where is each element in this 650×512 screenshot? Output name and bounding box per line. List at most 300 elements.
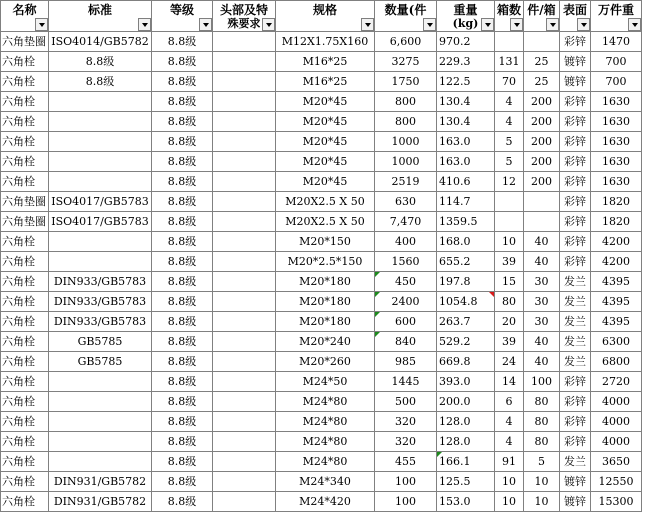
cell-per-box[interactable]: 10: [524, 472, 560, 492]
cell-wan-weight[interactable]: 3650: [591, 452, 642, 472]
cell-boxes[interactable]: 14: [495, 372, 524, 392]
cell-wan-weight[interactable]: 4200: [591, 232, 642, 252]
cell-grade[interactable]: 8.8级: [152, 252, 213, 272]
cell-standard[interactable]: [49, 112, 152, 132]
cell-spec[interactable]: M16*25: [276, 72, 375, 92]
cell-grade[interactable]: 8.8级: [152, 52, 213, 72]
cell-standard[interactable]: ISO4017/GB5783: [49, 192, 152, 212]
table-body: [1, 32, 642, 512]
cell-qty[interactable]: 2519: [375, 172, 437, 192]
cell-qty[interactable]: 450: [375, 272, 437, 292]
filter-dropdown-icon[interactable]: [628, 18, 641, 31]
cell-per-box[interactable]: 30: [524, 312, 560, 332]
header-standard: 标准: [49, 1, 152, 32]
cell-head-special[interactable]: [213, 32, 276, 52]
cell-boxes[interactable]: [495, 32, 524, 52]
cell-name[interactable]: 六角栓: [1, 392, 49, 412]
cell-name[interactable]: 六角栓: [1, 292, 49, 312]
cell-surface[interactable]: 镀锌: [560, 492, 591, 512]
cell-grade[interactable]: 8.8级: [152, 232, 213, 252]
table-row: [1, 272, 642, 292]
cell-surface[interactable]: 发兰: [560, 312, 591, 332]
cell-qty[interactable]: 1000: [375, 132, 437, 152]
cell-wan-weight[interactable]: 4395: [591, 312, 642, 332]
cell-surface[interactable]: 镀锌: [560, 52, 591, 72]
cell-weight[interactable]: 263.7: [437, 312, 495, 332]
cell-name[interactable]: 六角栓: [1, 152, 49, 172]
cell-standard[interactable]: [49, 232, 152, 252]
cell-qty[interactable]: 1000: [375, 152, 437, 172]
cell-standard[interactable]: ISO4014/GB5782: [49, 32, 152, 52]
cell-name[interactable]: 六角栓: [1, 232, 49, 252]
cell-surface[interactable]: 彩锌: [560, 32, 591, 52]
cell-surface[interactable]: 发兰: [560, 352, 591, 372]
cell-grade[interactable]: 8.8级: [152, 392, 213, 412]
cell-grade[interactable]: 8.8级: [152, 172, 213, 192]
cell-name[interactable]: 六角栓: [1, 332, 49, 352]
cell-qty[interactable]: 500: [375, 392, 437, 412]
cell-per-box[interactable]: 10: [524, 492, 560, 512]
cell-per-box[interactable]: 200: [524, 132, 560, 152]
cell-weight[interactable]: 655.2: [437, 252, 495, 272]
table-row: [1, 452, 642, 472]
cell-grade[interactable]: 8.8级: [152, 452, 213, 472]
filter-dropdown-icon[interactable]: [510, 18, 523, 31]
cell-qty[interactable]: 985: [375, 352, 437, 372]
cell-qty[interactable]: 1560: [375, 252, 437, 272]
cell-grade[interactable]: 8.8级: [152, 352, 213, 372]
cell-grade[interactable]: 8.8级: [152, 372, 213, 392]
filter-dropdown-icon[interactable]: [361, 18, 374, 31]
cell-weight[interactable]: 125.5: [437, 472, 495, 492]
filter-dropdown-icon[interactable]: [577, 18, 590, 31]
cell-surface[interactable]: 彩锌: [560, 152, 591, 172]
cell-standard[interactable]: ISO4017/GB5783: [49, 212, 152, 232]
table-row: [1, 192, 642, 212]
cell-spec[interactable]: M20*150: [276, 232, 375, 252]
cell-per-box[interactable]: 40: [524, 352, 560, 372]
filter-dropdown-icon[interactable]: [546, 18, 559, 31]
cell-name[interactable]: 六角栓: [1, 372, 49, 392]
cell-per-box[interactable]: 100: [524, 372, 560, 392]
cell-weight[interactable]: 410.6: [437, 172, 495, 192]
cell-spec[interactable]: M24*80: [276, 412, 375, 432]
cell-wan-weight[interactable]: 1820: [591, 212, 642, 232]
cell-name[interactable]: 六角栓: [1, 112, 49, 132]
cell-surface[interactable]: 镀锌: [560, 472, 591, 492]
cell-weight[interactable]: 393.0: [437, 372, 495, 392]
cell-standard[interactable]: DIN933/GB5783: [49, 272, 152, 292]
cell-head-special[interactable]: [213, 432, 276, 452]
cell-spec[interactable]: M24*420: [276, 492, 375, 512]
cell-spec[interactable]: M20*240: [276, 332, 375, 352]
cell-spec[interactable]: M24*80: [276, 392, 375, 412]
table-row: [1, 132, 642, 152]
cell-head-special[interactable]: [213, 352, 276, 372]
table-row: [1, 52, 642, 72]
cell-surface[interactable]: 彩锌: [560, 392, 591, 412]
cell-surface[interactable]: 彩锌: [560, 172, 591, 192]
cell-per-box[interactable]: [524, 192, 560, 212]
cell-spec[interactable]: M20*45: [276, 92, 375, 112]
cell-boxes[interactable]: 4: [495, 432, 524, 452]
cell-surface[interactable]: 发兰: [560, 292, 591, 312]
cell-weight[interactable]: 130.4: [437, 92, 495, 112]
cell-name[interactable]: 六角栓: [1, 412, 49, 432]
cell-spec[interactable]: M20X2.5 X 50: [276, 192, 375, 212]
cell-spec[interactable]: M16*25: [276, 52, 375, 72]
cell-name[interactable]: 六角栓: [1, 272, 49, 292]
cell-name[interactable]: 六角栓: [1, 72, 49, 92]
cell-head-special[interactable]: [213, 72, 276, 92]
cell-surface[interactable]: 发兰: [560, 272, 591, 292]
cell-boxes[interactable]: [495, 212, 524, 232]
cell-spec[interactable]: M20*260: [276, 352, 375, 372]
cell-grade[interactable]: 8.8级: [152, 112, 213, 132]
cell-wan-weight[interactable]: 4395: [591, 272, 642, 292]
cell-spec[interactable]: M20*180: [276, 292, 375, 312]
cell-wan-weight[interactable]: 1820: [591, 192, 642, 212]
cell-head-special[interactable]: [213, 312, 276, 332]
cell-wan-weight[interactable]: 1630: [591, 112, 642, 132]
cell-weight[interactable]: 163.0: [437, 152, 495, 172]
cell-standard[interactable]: DIN933/GB5783: [49, 292, 152, 312]
cell-qty[interactable]: 7,470: [375, 212, 437, 232]
cell-grade[interactable]: 8.8级: [152, 312, 213, 332]
cell-wan-weight[interactable]: 4000: [591, 392, 642, 412]
cell-per-box[interactable]: 25: [524, 52, 560, 72]
cell-weight[interactable]: 1054.8: [437, 292, 495, 312]
cell-head-special[interactable]: [213, 112, 276, 132]
table-row: [1, 252, 642, 272]
cell-boxes[interactable]: 10: [495, 232, 524, 252]
cell-qty[interactable]: 840: [375, 332, 437, 352]
cell-spec[interactable]: M20*45: [276, 152, 375, 172]
cell-per-box[interactable]: 80: [524, 432, 560, 452]
cell-wan-weight[interactable]: 4200: [591, 252, 642, 272]
cell-standard[interactable]: DIN931/GB5782: [49, 472, 152, 492]
cell-head-special[interactable]: [213, 492, 276, 512]
cell-standard[interactable]: [49, 252, 152, 272]
cell-standard[interactable]: GB5785: [49, 352, 152, 372]
cell-weight[interactable]: 163.0: [437, 132, 495, 152]
cell-wan-weight[interactable]: 1630: [591, 92, 642, 112]
cell-surface[interactable]: 彩锌: [560, 232, 591, 252]
cell-surface[interactable]: 彩锌: [560, 92, 591, 112]
header-weight: 重量 (kg): [437, 1, 495, 32]
cell-standard[interactable]: [49, 372, 152, 392]
cell-grade[interactable]: 8.8级: [152, 92, 213, 112]
filter-dropdown-icon[interactable]: [138, 18, 151, 31]
cell-grade[interactable]: 8.8级: [152, 132, 213, 152]
cell-standard[interactable]: 8.8级: [49, 72, 152, 92]
cell-wan-weight[interactable]: 1630: [591, 172, 642, 192]
cell-per-box[interactable]: 200: [524, 92, 560, 112]
cell-name[interactable]: 六角垫圈: [1, 32, 49, 52]
cell-surface[interactable]: 发兰: [560, 452, 591, 472]
cell-grade[interactable]: 8.8级: [152, 432, 213, 452]
cell-per-box[interactable]: 40: [524, 332, 560, 352]
table-row: [1, 392, 642, 412]
cell-spec[interactable]: M12X1.75X160: [276, 32, 375, 52]
cell-boxes[interactable]: 24: [495, 352, 524, 372]
cell-wan-weight[interactable]: 6300: [591, 332, 642, 352]
cell-weight[interactable]: 128.0: [437, 432, 495, 452]
cell-grade[interactable]: 8.8级: [152, 212, 213, 232]
cell-head-special[interactable]: [213, 132, 276, 152]
cell-surface[interactable]: 彩锌: [560, 432, 591, 452]
cell-spec[interactable]: M20X2.5 X 50: [276, 212, 375, 232]
cell-spec[interactable]: M24*80: [276, 452, 375, 472]
cell-surface[interactable]: 彩锌: [560, 132, 591, 152]
cell-weight[interactable]: 166.1: [437, 452, 495, 472]
cell-spec[interactable]: M20*45: [276, 112, 375, 132]
cell-name[interactable]: 六角栓: [1, 432, 49, 452]
cell-weight[interactable]: 114.7: [437, 192, 495, 212]
cell-standard[interactable]: GB5785: [49, 332, 152, 352]
filter-dropdown-icon[interactable]: [35, 18, 48, 31]
cell-boxes[interactable]: 10: [495, 492, 524, 512]
cell-per-box[interactable]: 200: [524, 152, 560, 172]
cell-per-box[interactable]: 30: [524, 272, 560, 292]
cell-head-special[interactable]: [213, 272, 276, 292]
cell-spec[interactable]: M24*80: [276, 432, 375, 452]
cell-wan-weight[interactable]: 1630: [591, 132, 642, 152]
cell-head-special[interactable]: [213, 412, 276, 432]
cell-boxes[interactable]: 131: [495, 52, 524, 72]
cell-head-special[interactable]: [213, 252, 276, 272]
cell-surface[interactable]: 彩锌: [560, 112, 591, 132]
cell-head-special[interactable]: [213, 472, 276, 492]
cell-standard[interactable]: [49, 452, 152, 472]
cell-head-special[interactable]: [213, 192, 276, 212]
cell-name[interactable]: 六角栓: [1, 132, 49, 152]
cell-qty[interactable]: 800: [375, 92, 437, 112]
cell-standard[interactable]: [49, 392, 152, 412]
cell-boxes[interactable]: 91: [495, 452, 524, 472]
cell-grade[interactable]: 8.8级: [152, 72, 213, 92]
cell-wan-weight[interactable]: 4395: [591, 292, 642, 312]
cell-standard[interactable]: [49, 132, 152, 152]
table-row: [1, 312, 642, 332]
cell-head-special[interactable]: [213, 212, 276, 232]
cell-standard[interactable]: [49, 172, 152, 192]
cell-per-box[interactable]: 40: [524, 232, 560, 252]
cell-surface[interactable]: 镀锌: [560, 72, 591, 92]
cell-spec[interactable]: M20*45: [276, 132, 375, 152]
table-row: [1, 352, 642, 372]
cell-weight[interactable]: 529.2: [437, 332, 495, 352]
cell-qty[interactable]: 1445: [375, 372, 437, 392]
cell-weight[interactable]: 122.5: [437, 72, 495, 92]
cell-standard[interactable]: [49, 92, 152, 112]
cell-standard[interactable]: [49, 412, 152, 432]
header-per-box: 件/箱: [524, 1, 560, 32]
cell-surface[interactable]: 彩锌: [560, 192, 591, 212]
cell-name[interactable]: 六角栓: [1, 252, 49, 272]
cell-per-box[interactable]: 80: [524, 412, 560, 432]
cell-qty[interactable]: 2400: [375, 292, 437, 312]
cell-boxes[interactable]: 10: [495, 472, 524, 492]
cell-boxes[interactable]: [495, 192, 524, 212]
cell-boxes[interactable]: 20: [495, 312, 524, 332]
cell-standard[interactable]: 8.8级: [49, 52, 152, 72]
cell-spec[interactable]: M24*50: [276, 372, 375, 392]
cell-qty[interactable]: 320: [375, 432, 437, 452]
cell-grade[interactable]: 8.8级: [152, 332, 213, 352]
cell-wan-weight[interactable]: 1630: [591, 152, 642, 172]
table-row: [1, 432, 642, 452]
cell-weight[interactable]: 1359.5: [437, 212, 495, 232]
cell-name[interactable]: 六角栓: [1, 172, 49, 192]
cell-grade[interactable]: 8.8级: [152, 152, 213, 172]
cell-head-special[interactable]: [213, 52, 276, 72]
cell-standard[interactable]: [49, 432, 152, 452]
filter-dropdown-icon[interactable]: [199, 18, 212, 31]
cell-name[interactable]: 六角垫圈: [1, 212, 49, 232]
cell-per-box[interactable]: 30: [524, 292, 560, 312]
cell-wan-weight[interactable]: 12550: [591, 472, 642, 492]
table-row: [1, 472, 642, 492]
cell-qty[interactable]: 1750: [375, 72, 437, 92]
cell-per-box[interactable]: 40: [524, 252, 560, 272]
cell-head-special[interactable]: [213, 172, 276, 192]
cell-wan-weight[interactable]: 2720: [591, 372, 642, 392]
cell-per-box[interactable]: 200: [524, 112, 560, 132]
cell-per-box[interactable]: 80: [524, 392, 560, 412]
cell-surface[interactable]: 发兰: [560, 332, 591, 352]
filter-dropdown-icon[interactable]: [481, 18, 494, 31]
cell-qty[interactable]: 100: [375, 472, 437, 492]
cell-qty[interactable]: 400: [375, 232, 437, 252]
cell-head-special[interactable]: [213, 372, 276, 392]
cell-spec[interactable]: M20*45: [276, 172, 375, 192]
table-row: [1, 412, 642, 432]
cell-grade[interactable]: 8.8级: [152, 32, 213, 52]
cell-weight[interactable]: 153.0: [437, 492, 495, 512]
cell-qty[interactable]: 320: [375, 412, 437, 432]
cell-wan-weight[interactable]: 1470: [591, 32, 642, 52]
cell-grade[interactable]: 8.8级: [152, 492, 213, 512]
table-row: [1, 332, 642, 352]
cell-name[interactable]: 六角栓: [1, 352, 49, 372]
cell-name[interactable]: 六角垫圈: [1, 192, 49, 212]
cell-boxes[interactable]: 5: [495, 132, 524, 152]
cell-grade[interactable]: 8.8级: [152, 192, 213, 212]
cell-head-special[interactable]: [213, 392, 276, 412]
cell-qty[interactable]: 800: [375, 112, 437, 132]
cell-boxes[interactable]: 4: [495, 92, 524, 112]
cell-wan-weight[interactable]: 700: [591, 72, 642, 92]
filter-dropdown-icon[interactable]: [423, 18, 436, 31]
cell-head-special[interactable]: [213, 152, 276, 172]
cell-surface[interactable]: 彩锌: [560, 412, 591, 432]
cell-qty[interactable]: 455: [375, 452, 437, 472]
cell-boxes[interactable]: 4: [495, 112, 524, 132]
cell-surface[interactable]: 彩锌: [560, 252, 591, 272]
cell-weight[interactable]: 669.8: [437, 352, 495, 372]
cell-spec[interactable]: M24*340: [276, 472, 375, 492]
cell-standard[interactable]: DIN933/GB5783: [49, 312, 152, 332]
cell-name[interactable]: 六角栓: [1, 52, 49, 72]
cell-per-box[interactable]: [524, 32, 560, 52]
cell-spec[interactable]: M20*180: [276, 312, 375, 332]
cell-boxes[interactable]: 4: [495, 412, 524, 432]
cell-name[interactable]: 六角栓: [1, 472, 49, 492]
cell-qty[interactable]: 6,600: [375, 32, 437, 52]
cell-standard[interactable]: DIN931/GB5782: [49, 492, 152, 512]
cell-weight[interactable]: 200.0: [437, 392, 495, 412]
table-row: [1, 172, 642, 192]
cell-grade[interactable]: 8.8级: [152, 292, 213, 312]
cell-boxes[interactable]: 70: [495, 72, 524, 92]
cell-per-box[interactable]: [524, 212, 560, 232]
cell-weight[interactable]: 130.4: [437, 112, 495, 132]
cell-weight[interactable]: 197.8: [437, 272, 495, 292]
cell-standard[interactable]: [49, 152, 152, 172]
cell-boxes[interactable]: 6: [495, 392, 524, 412]
cell-boxes[interactable]: 39: [495, 332, 524, 352]
cell-grade[interactable]: 8.8级: [152, 412, 213, 432]
cell-name[interactable]: 六角栓: [1, 452, 49, 472]
cell-qty[interactable]: 3275: [375, 52, 437, 72]
cell-per-box[interactable]: 200: [524, 172, 560, 192]
cell-wan-weight[interactable]: 15300: [591, 492, 642, 512]
cell-boxes[interactable]: 39: [495, 252, 524, 272]
cell-boxes[interactable]: 5: [495, 152, 524, 172]
filter-dropdown-icon[interactable]: [262, 18, 275, 31]
cell-surface[interactable]: 彩锌: [560, 372, 591, 392]
cell-boxes[interactable]: 80: [495, 292, 524, 312]
cell-head-special[interactable]: [213, 452, 276, 472]
cell-wan-weight[interactable]: 6800: [591, 352, 642, 372]
header-surface: 表面: [560, 1, 591, 32]
table-row: [1, 232, 642, 252]
cell-surface[interactable]: 彩锌: [560, 212, 591, 232]
cell-weight[interactable]: 970.2: [437, 32, 495, 52]
cell-wan-weight[interactable]: 700: [591, 52, 642, 72]
header-grade: 等级: [152, 1, 213, 32]
table-row: [1, 292, 642, 312]
header-wan-weight: 万件重: [591, 1, 642, 32]
cell-spec[interactable]: M20*180: [276, 272, 375, 292]
cell-qty[interactable]: 630: [375, 192, 437, 212]
cell-name[interactable]: 六角栓: [1, 312, 49, 332]
cell-name[interactable]: 六角栓: [1, 492, 49, 512]
cell-head-special[interactable]: [213, 92, 276, 112]
cell-head-special[interactable]: [213, 332, 276, 352]
header-head-special: 头部及特 殊要求: [213, 1, 276, 32]
cell-name[interactable]: 六角栓: [1, 92, 49, 112]
cell-boxes[interactable]: 12: [495, 172, 524, 192]
cell-grade[interactable]: 8.8级: [152, 472, 213, 492]
cell-grade[interactable]: 8.8级: [152, 272, 213, 292]
cell-per-box[interactable]: 5: [524, 452, 560, 472]
cell-wan-weight[interactable]: 4000: [591, 412, 642, 432]
cell-weight[interactable]: 168.0: [437, 232, 495, 252]
cell-boxes[interactable]: 15: [495, 272, 524, 292]
cell-weight[interactable]: 229.3: [437, 52, 495, 72]
cell-head-special[interactable]: [213, 292, 276, 312]
cell-qty[interactable]: 600: [375, 312, 437, 332]
cell-per-box[interactable]: 25: [524, 72, 560, 92]
cell-wan-weight[interactable]: 4000: [591, 432, 642, 452]
table-row: [1, 72, 642, 92]
cell-qty[interactable]: 100: [375, 492, 437, 512]
cell-head-special[interactable]: [213, 232, 276, 252]
cell-spec[interactable]: M20*2.5*150: [276, 252, 375, 272]
cell-weight[interactable]: 128.0: [437, 412, 495, 432]
